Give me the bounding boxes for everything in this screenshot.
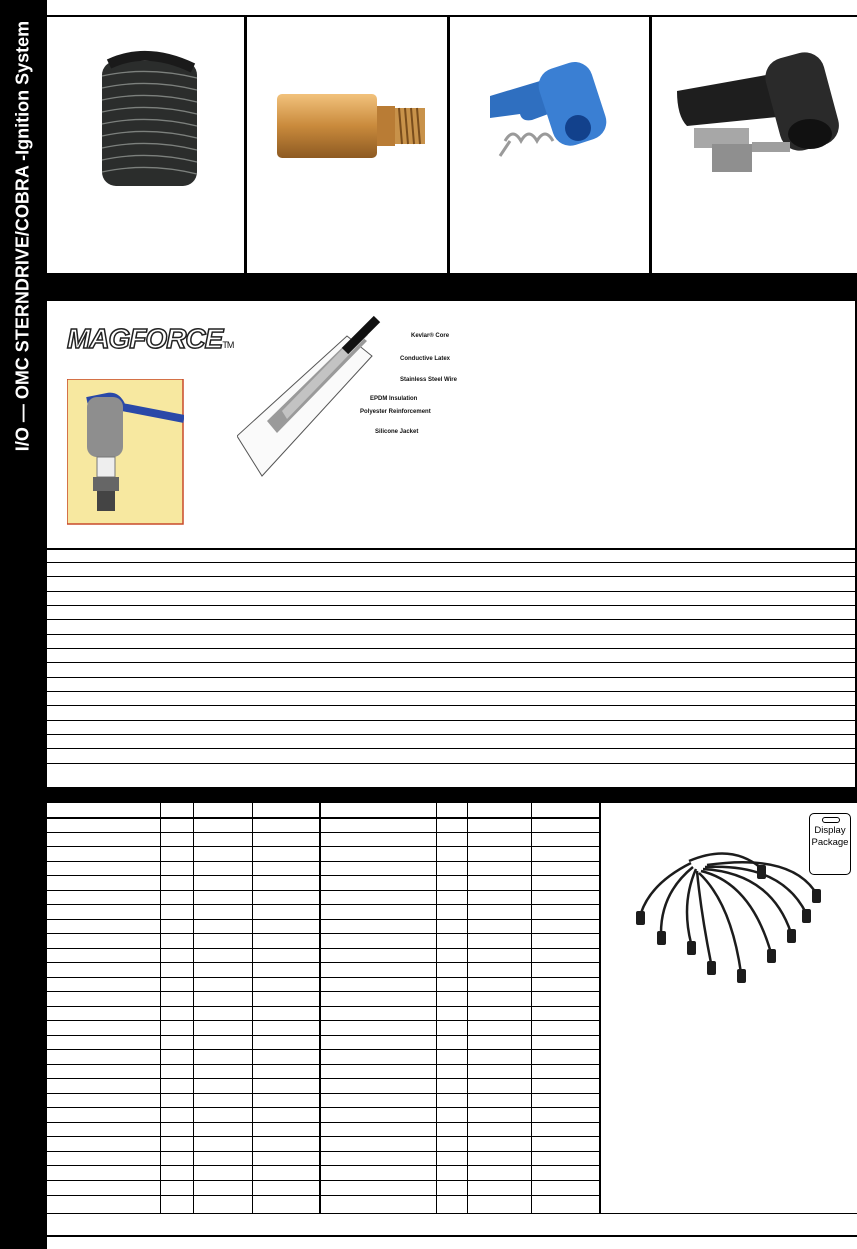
rule xyxy=(47,720,855,721)
layer-label: Stainless Steel Wire xyxy=(400,377,457,383)
rule xyxy=(47,548,855,550)
table-rule xyxy=(47,919,599,920)
rule xyxy=(47,691,855,692)
table-rule xyxy=(47,832,599,833)
table-rule xyxy=(47,904,599,905)
table-rule xyxy=(47,1122,599,1123)
layer-label: EPDM Insulation xyxy=(370,396,418,402)
layer-label: Kevlar® Core xyxy=(411,333,450,339)
section-bar-bottom xyxy=(47,787,857,803)
rule xyxy=(47,705,855,706)
table-rule xyxy=(47,1107,599,1108)
table-rule xyxy=(47,1035,599,1036)
table-rule xyxy=(47,875,599,876)
logo-text: MAGFORCE xyxy=(67,323,223,354)
table-col-rule xyxy=(467,803,468,1213)
rule xyxy=(47,634,855,635)
table-rule xyxy=(47,1064,599,1065)
rule xyxy=(47,576,855,577)
sidebar-title: I/O — OMC STERNDRIVE/COBRA -Ignition System xyxy=(12,20,33,452)
coiled-wire-icon xyxy=(47,16,244,273)
table-rule xyxy=(47,890,599,891)
table-col-rule xyxy=(193,803,194,1213)
magforce-logo xyxy=(67,323,233,355)
hanger-slot-icon xyxy=(822,817,840,823)
display-label: Display xyxy=(814,825,846,836)
section-bar-top xyxy=(47,273,857,301)
rule xyxy=(47,648,855,649)
table-header-rule xyxy=(47,817,599,819)
table-rule xyxy=(47,948,599,949)
table-rule xyxy=(47,1165,599,1166)
sidebar xyxy=(0,0,47,1249)
product-row xyxy=(47,16,857,273)
table-rule xyxy=(47,962,599,963)
table-rule xyxy=(47,933,599,934)
table-col-rule xyxy=(160,803,161,1213)
product-cell-3 xyxy=(450,16,652,273)
black-boot-icon xyxy=(652,16,857,273)
brass-adapter-icon xyxy=(247,16,447,273)
rule xyxy=(47,662,855,663)
rule xyxy=(47,748,855,749)
wire-set-box xyxy=(599,803,857,1213)
parts-table xyxy=(47,803,599,1213)
layer-label: Polyester Reinforcement xyxy=(360,409,431,415)
table-rule xyxy=(47,1049,599,1050)
table-rule xyxy=(47,1006,599,1007)
table-col-rule xyxy=(252,803,253,1213)
footer-rule xyxy=(47,1213,857,1214)
table-rule xyxy=(47,1020,599,1021)
package-label: Package xyxy=(811,837,849,848)
table-rule xyxy=(47,977,599,978)
rule xyxy=(47,591,855,592)
product-cell-1 xyxy=(47,16,247,273)
rule xyxy=(47,734,855,735)
trademark: TM xyxy=(222,340,234,350)
table-rule xyxy=(47,1136,599,1137)
rule xyxy=(47,619,855,620)
table-rule xyxy=(47,1195,599,1196)
table-rule xyxy=(47,1151,599,1152)
table-rule xyxy=(47,1180,599,1181)
rule xyxy=(47,677,855,678)
spark-plug-icon xyxy=(67,379,184,525)
wire-set-icon xyxy=(631,843,831,988)
product-cell-2 xyxy=(247,16,450,273)
table-rule xyxy=(47,846,599,847)
table-col-rule xyxy=(531,803,532,1213)
table-col-divider xyxy=(319,803,321,1213)
table-rule xyxy=(47,991,599,992)
table-rule xyxy=(47,861,599,862)
product-cell-4 xyxy=(652,16,857,273)
rule xyxy=(47,562,855,563)
rule xyxy=(47,763,855,764)
layer-label: Conductive Latex xyxy=(400,356,451,362)
blue-boot-icon xyxy=(450,16,649,273)
magforce-panel xyxy=(47,301,857,787)
layer-label: Silicone Jacket xyxy=(375,429,419,435)
rule xyxy=(47,605,855,606)
table-rule xyxy=(47,1093,599,1094)
table-col-rule xyxy=(436,803,437,1213)
table-rule xyxy=(47,1078,599,1079)
